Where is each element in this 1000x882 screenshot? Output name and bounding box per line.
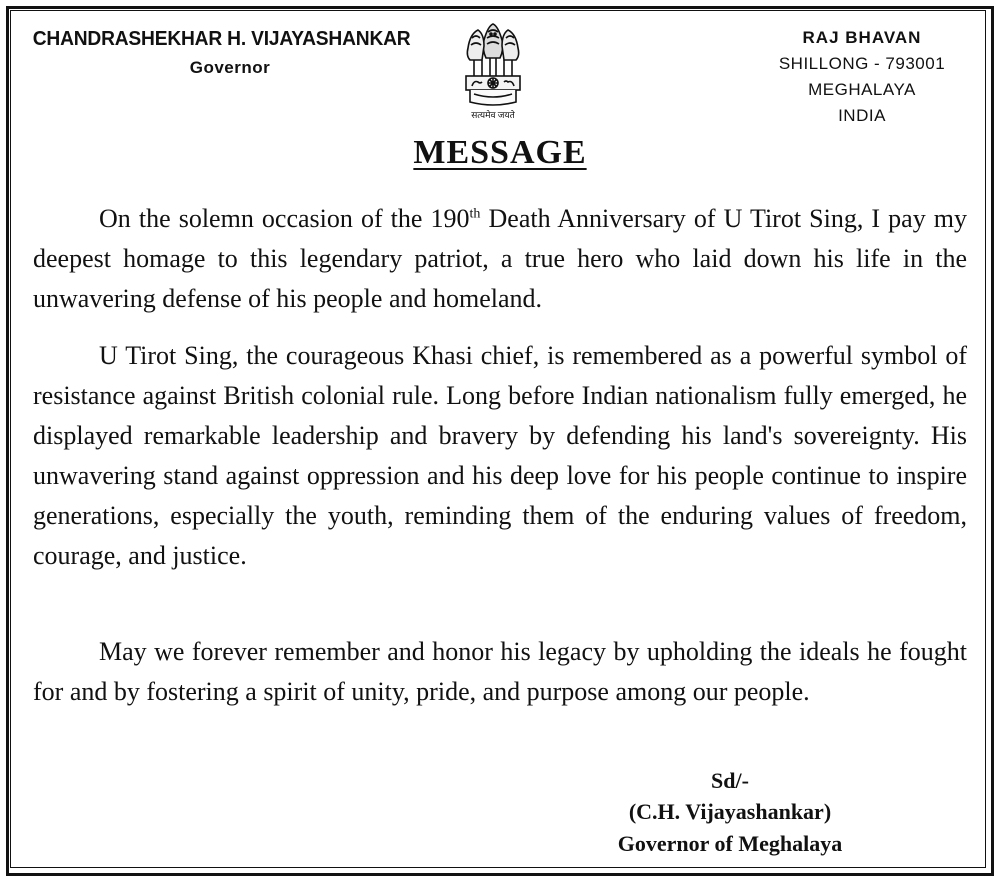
paragraph-text: Death Anniversary of U Tirot Sing, I pay my deepest homage to this legendary patriot, a true hero who laid down his life in the unwavering defense of his people and homeland.	[33, 204, 968, 313]
governor-designation: Governor	[189, 58, 271, 77]
address-line: RAJ BHAVAN	[802, 28, 922, 47]
address-line: MEGHALAYA	[808, 80, 916, 99]
national-emblem-icon	[460, 18, 526, 122]
address-line: SHILLONG - 793001	[778, 54, 946, 73]
message-paragraph-3: May we forever remember and honor his legacy by upholding the ideals he fought for and by fostering a spirit of unity, pride, and purpose among our people.	[33, 637, 967, 706]
ordinal-superscript: th	[469, 206, 481, 222]
signatory-designation: Governor of Meghalaya	[617, 831, 843, 856]
message-paragraph-2: U Tirot Sing, the courageous Khasi chief, is remembered as a powerful symbol of resistance against British colonial rule. Long before Indian nationalism fully emerged, he displayed remarkable leadership and bravery by defending his land's sovereignty. His unwavering stand against oppression and his deep love for his people continue to inspire generations, especially the youth, reminding them of the enduring values of freedom, courage, and justice.	[33, 341, 967, 570]
paragraph-text: On the solemn occasion of the 190	[99, 204, 470, 233]
address-line: INDIA	[838, 106, 886, 125]
title-text: MESSAGE	[413, 134, 587, 171]
message-paragraph-1	[33, 199, 967, 319]
signatory-name: (C.H. Vijayashankar)	[628, 799, 832, 824]
page-title	[0, 134, 1000, 172]
emblem-motto: सत्यमेव जयते	[471, 110, 515, 120]
governor-name: CHANDRASHEKHAR H. VIJAYASHANKAR	[32, 28, 411, 50]
signature-sd: Sd/-	[711, 768, 749, 793]
